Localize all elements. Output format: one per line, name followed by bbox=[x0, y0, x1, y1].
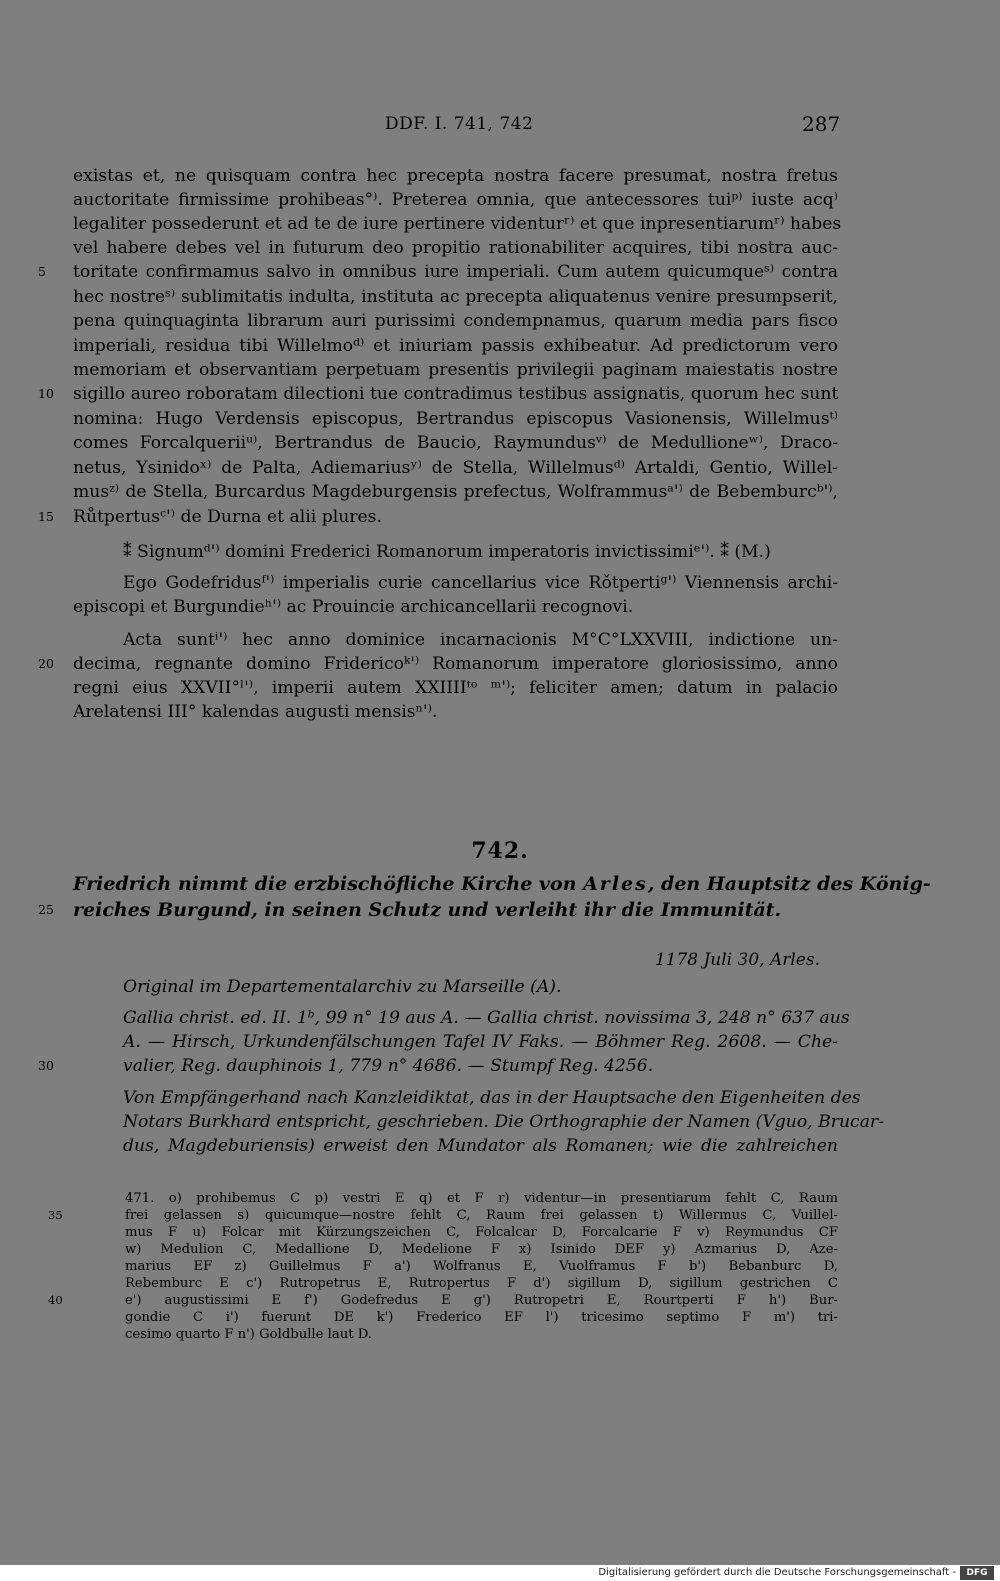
text-line: regni eius XXVII°ˡ'⁾, imperii autem XXIIIIᵗᵒ ᵐ'⁾; feliciter amen; datum in palacio bbox=[73, 678, 838, 698]
text-line: sigillo aureo roboratam dilectioni tue contradimus testibus assignatis, quorum hec sunt bbox=[73, 384, 839, 404]
text-line: valier, Reg. dauphinois 1, 779 n° 4686. — Stumpf Reg. 4256. bbox=[123, 1056, 654, 1076]
text-line: legaliter possederunt et ad te de iure pertinere videnturʳ⁾ et que inpresentiarumʳ⁾ habes bbox=[73, 214, 842, 234]
text-line: hec nostreˢ⁾ sublimitatis indulta, instituta ac precepta aliquatenus venire presumpserit, bbox=[73, 287, 838, 307]
title-line bbox=[73, 870, 931, 898]
text-line: dus, Magdeburiensis) erweist den Mundator als Romanen; wie die zahlreichen bbox=[123, 1136, 838, 1156]
text-line: Arelatensi III° kalendas augusti mensisⁿ'⁾. bbox=[73, 702, 438, 722]
text-line: Ego Godefridusᶠ'⁾ imperialis curie cancellarius vice Rǒtpertiᵍ'⁾ Viennensis archi- bbox=[123, 573, 838, 593]
line-number: 15 bbox=[38, 509, 54, 524]
text-line: Gallia christ. ed. II. 1ᵇ, 99 n° 19 aus A. — Gallia christ. novissima 3, 248 n° 637 aus bbox=[123, 1008, 850, 1028]
footnote-line: Rebemburc E c') Rutropetrus E, Rutropertus F d') sigillum D, sigillum gestrichen C bbox=[125, 1276, 838, 1291]
footer-credit: Digitalisierung gefördert durch die Deutsche Forschungsgemeinschaft - bbox=[598, 1567, 956, 1578]
text-line: Von Empfängerhand nach Kanzleidiktat, das in der Hauptsache den Eigenheiten des bbox=[123, 1088, 861, 1108]
text-line: comes Forcalqueriiᵘ⁾, Bertrandus de Baucio, Raymundusᵛ⁾ de Medullioneʷ⁾, Draco- bbox=[73, 433, 838, 453]
text-line: netus, Ysinidoˣ⁾ de Palta, Adiemariusʸ⁾ de Stella, Willelmusᵈ⁾ Artaldi, Gentio, Willel- bbox=[73, 458, 838, 478]
title-line: reiches Burgund, in seinen Schutz und verleiht ihr die Immunität. bbox=[73, 899, 782, 921]
text-line: existas et, ne quisquam contra hec precepta nostra facere presumat, nostra fretus bbox=[73, 166, 838, 186]
line-number: 35 bbox=[48, 1208, 63, 1222]
text-line: episcopi et Burgundieʰ'⁾ ac Prouincie archicancellarii recognovi. bbox=[73, 597, 634, 617]
title-part: Friedrich nimmt die erzbischöfliche Kirche von bbox=[73, 873, 584, 895]
line-number: 40 bbox=[48, 1293, 63, 1307]
tradition-note: Original im Departementalarchiv zu Marseille (A). bbox=[123, 977, 562, 997]
footnote-line: frei gelassen s) quicumque—nostre fehlt C, Raum frei gelassen t) Willermus C, Vuillel- bbox=[125, 1208, 838, 1223]
line-number: 20 bbox=[38, 656, 54, 671]
text-line: nomina: Hugo Verdensis episcopus, Bertrandus episcopus Vasionensis, Willelmusᵗ⁾ bbox=[73, 409, 838, 429]
line-number: 10 bbox=[38, 386, 54, 401]
footnote-line: 471. o) prohibemus C p) vestri E q) et F r) videntur—in presentiarum fehlt C, Raum bbox=[125, 1191, 838, 1206]
page-header bbox=[0, 112, 1000, 142]
footnote-line: e') augustissimi E f') Godefredus E g') Rutropetri E, Rourtperti F h') Bur- bbox=[125, 1293, 838, 1308]
running-head: DDF. I. 741, 742 bbox=[385, 114, 534, 134]
text-line: toritate confirmamus salvo in omnibus iure imperiali. Cum autem quicumqueˢ⁾ contra bbox=[73, 262, 838, 282]
footnote-line: mus F u) Folcar mit Kürzungszeichen C, Folcalcar D, Forcalcarie F v) Reymundus CF bbox=[125, 1225, 838, 1240]
line-number: 5 bbox=[38, 264, 46, 279]
footnote-line: marius EF z) Guillelmus F a') Wolfranus E, Vuolframus F b') Bebanburc D, bbox=[125, 1259, 838, 1274]
text-line: decima, regnante domino Fridericoᵏ'⁾ Romanorum imperatore gloriosissimo, anno bbox=[73, 654, 838, 674]
dfg-logo[interactable]: DFG bbox=[960, 1566, 994, 1580]
text-line: memoriam et observantiam perpetuam presentis privilegii paginam maiestatis nostre bbox=[73, 360, 838, 380]
signum-line: ⁑ Signumᵈ'⁾ domini Frederici Romanorum imperatoris invictissimiᵉ'⁾. ⁑ (M.) bbox=[123, 542, 771, 562]
text-line: Acta suntⁱ'⁾ hec anno dominice incarnacionis M°C°LXXVIII, indictione un- bbox=[123, 630, 838, 650]
text-line: Notars Burkhard entspricht, geschrieben. Die Orthographie der Namen (Vguo, Brucar- bbox=[123, 1112, 884, 1132]
text-line: vel habere debes vel in futurum deo propitio rationabiliter acquires, tibi nostra auc- bbox=[73, 238, 838, 258]
document-number: 742. bbox=[471, 838, 529, 864]
footnote-line: gondie C i') fuerunt DE k') Frederico EF l') tricesimo septimo F m') tri- bbox=[125, 1310, 838, 1325]
text-line: A. — Hirsch, Urkundenfälschungen Tafel IV Faks. — Böhmer Reg. 2608. — Che- bbox=[123, 1032, 838, 1052]
line-number: 30 bbox=[38, 1058, 54, 1073]
line-number: 25 bbox=[38, 902, 54, 917]
text-line: imperiali, residua tibi Willelmoᵈ⁾ et iniuriam passis exhibeatur. Ad predictorum vero bbox=[73, 336, 838, 356]
title-place: Arles bbox=[583, 873, 648, 895]
text-line: Růtpertusᶜ'⁾ de Durna et alii plures. bbox=[73, 507, 382, 527]
text-line: auctoritate firmissime prohibeas°⁾. Preterea omnia, que antecessores tuiᵖ⁾ iuste acq⁾ bbox=[73, 190, 838, 210]
footnote-line: w) Medulion C, Medallione D, Medelione F x) Isinido DEF y) Azmarius D, Aze- bbox=[125, 1242, 838, 1257]
page-number: 287 bbox=[802, 112, 841, 136]
text-line: pena quinquaginta librarum auri purissimi condempnamus, quarum media pars fisco bbox=[73, 311, 838, 331]
text-line: musᶻ⁾ de Stella, Burcardus Magdeburgensis prefectus, Wolframmusᵃ'⁾ de Bebemburcᵇ'⁾, bbox=[73, 482, 838, 502]
title-part: , den Hauptsitz des König- bbox=[647, 873, 931, 895]
date-place: 1178 Juli 30, Arles. bbox=[654, 950, 820, 970]
footnote-line: cesimo quarto F n') Goldbulle laut D. bbox=[125, 1327, 373, 1342]
